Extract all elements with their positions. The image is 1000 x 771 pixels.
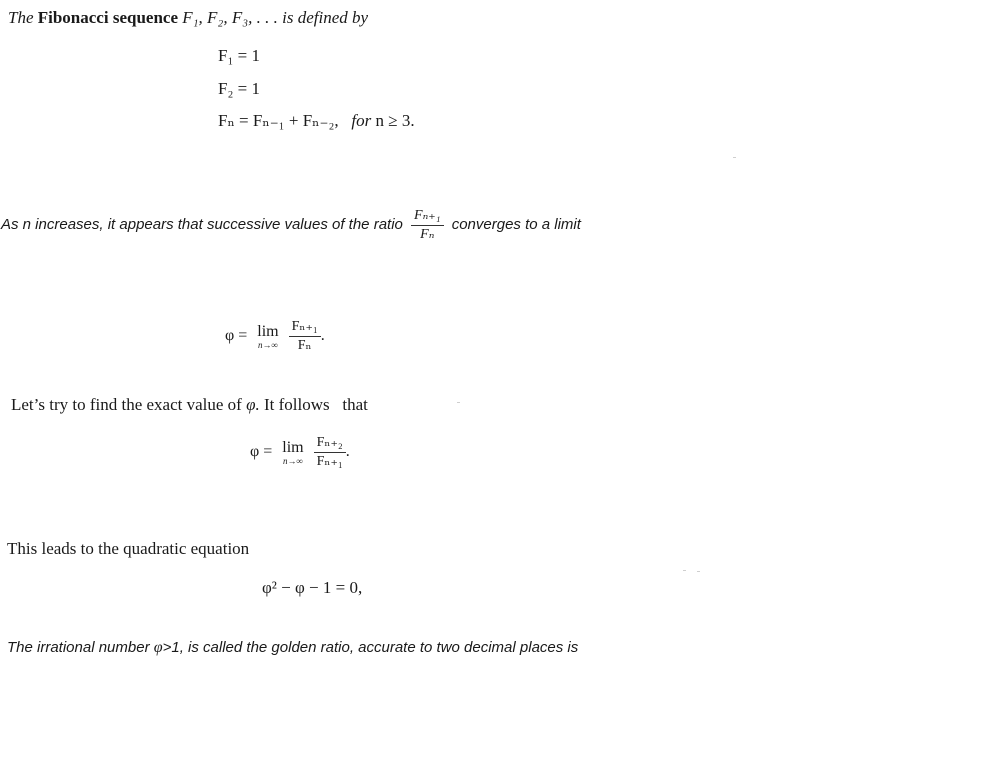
def-f2: F₂ = 1 (218, 79, 260, 98)
ratio-after: converges to a limit (451, 216, 581, 233)
quadratic-equation: φ² − φ − 1 = 0, (262, 578, 363, 597)
limit2-denominator: Fₙ₊₁ (316, 454, 343, 469)
def-recurrence (218, 111, 415, 131)
limit-equation-2: φ = lim n→∞ $\frac{\text{Fₙ₊₂}}{\text{Fₙ₊₁}}$ . (250, 435, 350, 469)
ratio-numerator: Fₙ₊₁ (411, 207, 443, 226)
intro-bold: Fibonacci sequence (37, 8, 178, 27)
quadratic-sentence: This leads to the quadratic equation (7, 539, 250, 558)
limit1-numerator: Fₙ₊₁ (289, 318, 321, 337)
scan-speck (733, 157, 736, 158)
golden-sentence: The irrational number φ>1, is called the golden ratio, accurate to two decimal places is (7, 639, 579, 656)
limit-equation-1: φ = lim n→∞ $\frac{\text{Fₙ₊₁}}{\text{Fₙ}}$ . (225, 319, 325, 353)
ratio-fraction (411, 207, 443, 244)
scan-speck (697, 571, 700, 572)
phi-symbol: φ. (246, 395, 260, 414)
limit2-numerator: Fₙ₊₂ (314, 434, 346, 453)
recurrence-cond: n ≥ 3. (375, 111, 415, 130)
intro-tail: is defined by (282, 8, 369, 27)
phi-glyph: φ (153, 639, 163, 656)
intro-seq: F₁, F₂, F₃, . . . (182, 8, 278, 27)
ratio-before: As n increases, it appears that successive values of the ratio (1, 216, 403, 233)
limit1-lhs: φ = (225, 327, 248, 345)
recurrence-lhs: Fₙ = Fₙ₋₁ + Fₙ₋₂, (218, 111, 339, 130)
limit1-denominator: Fₙ (297, 338, 312, 353)
scan-speck (457, 402, 460, 403)
ratio-denominator: Fₙ (420, 226, 435, 242)
recurrence-for: for (351, 111, 372, 130)
limit1-fraction (289, 318, 321, 355)
ratio-sentence (1, 205, 581, 245)
follows-sentence: Let’s try to find the exact value of φ. It follows that (11, 395, 368, 414)
scan-speck (683, 570, 686, 571)
intro-line (8, 8, 368, 28)
limit1-operator: lim n→∞ (257, 322, 279, 350)
def-f1: F₁ = 1 (218, 46, 260, 65)
limit2-fraction (314, 434, 346, 471)
limit2-lhs: φ = (250, 443, 273, 461)
limit2-operator: lim n→∞ (282, 438, 304, 466)
intro-lead: The (8, 8, 34, 27)
